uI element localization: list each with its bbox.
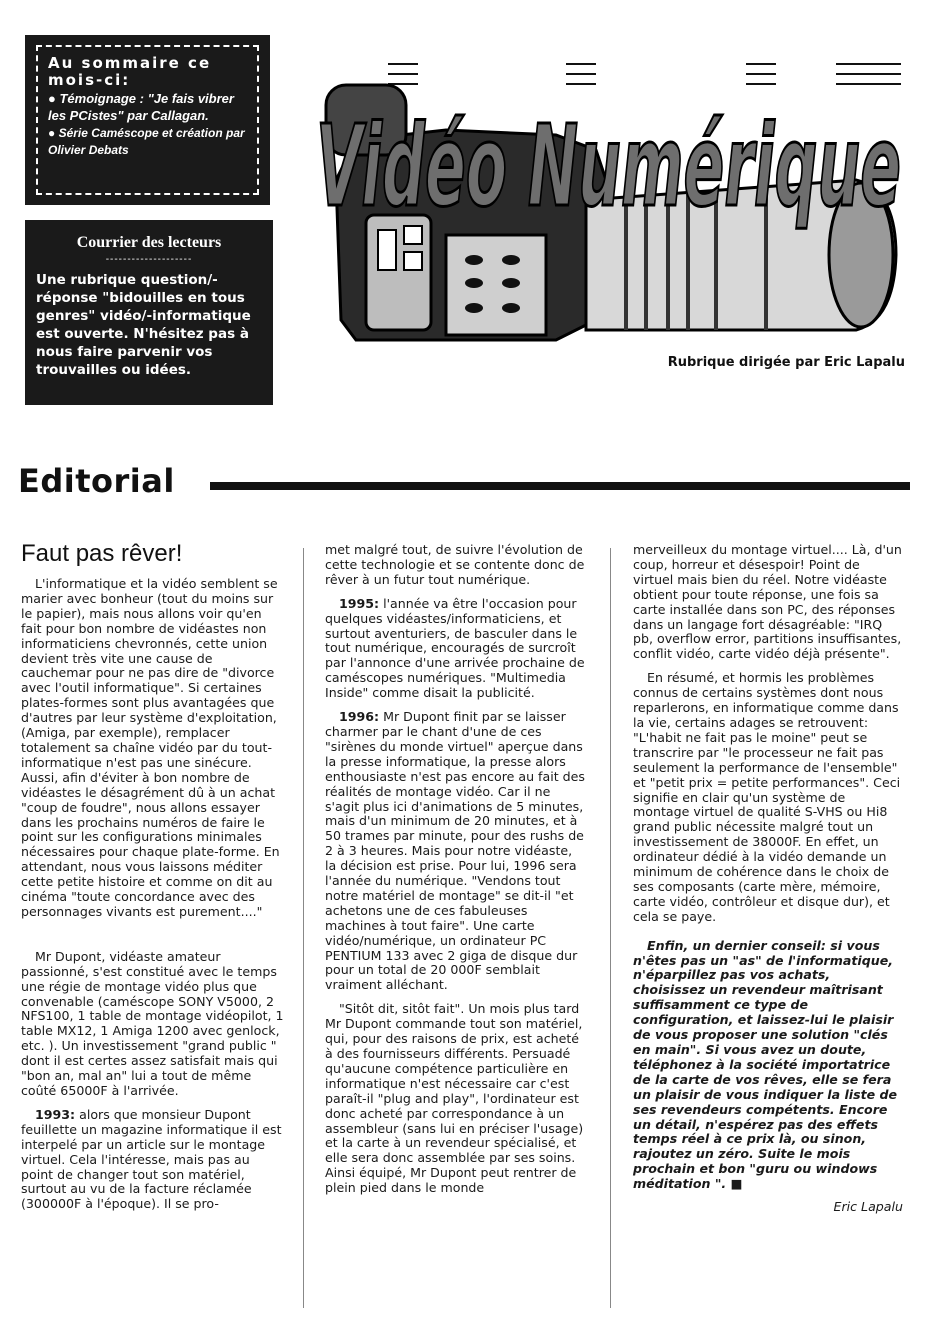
paragraph: L'informatique et la vidéo semblent se marier avec bonheur (tout du moins sur le papier), mais nous allons voir qu'en fait pour bon nombre de vidéastes non informaticiens chevronnés, cette union devient très vite une cause de cauchemar pour ne pas dire de "divorce avec l'outil informatique". Si certaines plates-formes sont plus avantagées que d'autres par leur système d'exploitation, (Amiga, par exemple), remplacer totalement sa chaîne vidéo par du tout-informatique n'est pas une sinécure. Aussi, afin d'éviter à bon nombre de vidéastes le désagrément dû à un achat "coup de foudre", nous allons essayer dans les prochains numéros de faire le point sur les configurations minimales nécessaires pour chaque plate-forme. En attendant, nous vous laissons méditer cette petite histoire et comme on dit au cinéma "toute concordance avec des personnages vivants est purement...." xyxy=(21,576,280,919)
courrier-title: Courrier des lecteurs xyxy=(76,234,222,251)
courrier-separator: -------------------- xyxy=(105,254,193,265)
article-column-3 xyxy=(633,543,903,1215)
sommaire-box xyxy=(25,35,270,205)
article-column-1 xyxy=(21,577,285,1212)
column-divider xyxy=(303,548,304,1308)
paragraph xyxy=(325,597,587,701)
article-column-2 xyxy=(325,543,587,1196)
courrier-body: Une rubrique question/-réponse "bidouilles en tous genres" vidéo/-informatique est ouverte. N'hésitez pas à nous faire parvenir vos trouvailles ou idées. xyxy=(36,272,251,378)
speed-lines xyxy=(388,64,901,84)
closing-advice: Enfin, un dernier conseil: si vous n'êtes pas un "as" de l'informatique, n'éparpillez pas vos achats, choisissez un revendeur maîtrisant suffisamment ce type de configuration, et laissez-lui le plaisir de vous proposer une solution "clés en main". Si vous avez un doute, téléphonez à la société importatrice de la carte de vos rêves, elle se fera un plaisir de vous indiquer la liste de ses revendeurs compétents. Encore un détail, n'espérez pas des effets temps réel à ce prix là, ou sinon, rajoutez un zéro. Suite le mois prochain et bon "guru ou windows méditation ". ■ xyxy=(633,937,898,1192)
section-rule xyxy=(210,482,910,490)
paragraph: merveilleux du montage virtuel.... Là, d'un coup, horreur et désespoir! Point de virtuel mais bien du réel. Notre vidéaste obtient pour toute réponse, une fois sa carte installée dans son PC, des réponses dans un langage fort désagréable: "IRQ pb, overflow error, partitions insuffisantes, conflit vidéo, carte vidéo déjà présente". xyxy=(633,542,902,662)
year-lead: 1996: xyxy=(339,709,380,725)
paragraph: En résumé, et hormis les problèmes connus de certains systèmes dont nous reparlerons, en informatique comme dans la vie, certains adages se retrouvent: "L'habit ne fait pas le moine" peut se transcrire par "le processeur ne fait pas seulement la performance de l'ensemble" et "petit prix = petite performances". Ceci signifie en clair qu'un système de montage virtuel de qualité S-VHS ou Hi8 grand public nécessite malgré tout un investissement de 38000F. En effet, un ordinateur dédié à la vidéo demande un minimum de cohérence dans le choix de ses composants (carte mère, mémoire, carte vidéo, contrôleur et disque dur), et cela se paye. xyxy=(633,670,901,924)
column-divider xyxy=(610,548,611,1308)
sommaire-dashed-frame xyxy=(36,45,259,195)
section-title: Editorial xyxy=(18,462,175,500)
rubric-byline: Rubrique dirigée par Eric Lapalu xyxy=(667,355,905,370)
paragraph: "Sitôt dit, sitôt fait". Un mois plus tard Mr Dupont commande tout son matériel, qui, pour des raisons de prix, est acheté à des fournisseurs différents. Persuadé qu'aucune compétence particulière en informatique n'est nécessaire car c'est paraît-il "plug and play", l'ordinateur est donc acheté par correspondance à un assembleur (sans lui en préciser l'usage) et la carte à un revendeur spécialisé, et elle sera donc assemblée par ses soins. Ainsi équipé, Mr Dupont peut rentrer de plein pied dans le monde xyxy=(325,1001,584,1196)
paragraph-text: l'année va être l'occasion pour quelques vidéastes/informaticiens, et surtout aventuriers, de basculer dans le tout numérique, encouragés de surcroît par l'annonce d'une arrivée prochaine de caméscopes numériques. "Multimedia Inside" comme disait la publicité. xyxy=(325,595,585,701)
sommaire-item: ● Témoignage : "Je fais vibrer les PCistes" par Callagan. xyxy=(48,91,234,123)
sommaire-item: ● Série Caméscope et création par Olivier Debats xyxy=(48,126,245,157)
paragraph: Mr Dupont, vidéaste amateur passionné, s'est constitué avec le temps une régie de montage vidéo plus que convenable (caméscope SONY V5000, 2 NFS100, 1 table de montage vidéopilot, 1 table MX12, 1 Amiga 1200 avec genlock, etc. ). Un investissement "grand public " dont il est certes assez satisfait mais qui "bon an, mal an" lui a tout de même coûté 65000F à l'arrivée. xyxy=(21,948,284,1098)
paragraph-text: Mr Dupont finit par se laisser charmer par le chant d'une de ces "sirènes du monde virtuel" aperçue dans la presse informatique, la presse alors enthousiaste n'est pas encore au fait des réalités de montage vidéo. Car il ne s'agit plus ici d'animations de 5 minutes, mais d'un minimum de 20 minutes, et à 50 trames par minute, pour des rushs de 2 à 3 heures. Mais pour notre vidéaste, la décision est prise. Pour lui, 1996 sera l'année du numérique. "Vendons tout notre matériel de montage" se dit-il "et achetons une de ces fabuleuses machines à tout faire". Une carte vidéo/numérique, un ordinateur PC PENTIUM 133 avec 2 giga de disque dur pour un total de 20 000F semblait vraiment alléchant. xyxy=(325,709,585,993)
sommaire-heading: Au sommaire ce mois-ci: xyxy=(48,54,212,89)
author-signature: Eric Lapalu xyxy=(833,1199,903,1215)
courrier-box xyxy=(25,220,273,405)
paragraph: met malgré tout, de suivre l'évolution de cette technologie et se contente donc de rêver à un futur tout numérique. xyxy=(325,542,585,587)
paragraph xyxy=(21,1108,285,1212)
paragraph xyxy=(325,710,587,993)
year-lead: 1993: xyxy=(35,1106,76,1122)
article-title: Faut pas rêver! xyxy=(21,540,183,567)
camcorder-title-illustration xyxy=(296,30,911,350)
paragraph-text: alors que monsieur Dupont feuillette un magazine informatique il est interpelé par un article sur le montage virtuel. Cela l'intéresse, mais pas au point de changer tout son matériel, surtout au vu de la facture réclamée (300000F à l'époque). Il se pro- xyxy=(21,1106,282,1212)
rubric-title: Vidéo Numérique xyxy=(316,102,901,232)
year-lead: 1995: xyxy=(339,595,380,611)
